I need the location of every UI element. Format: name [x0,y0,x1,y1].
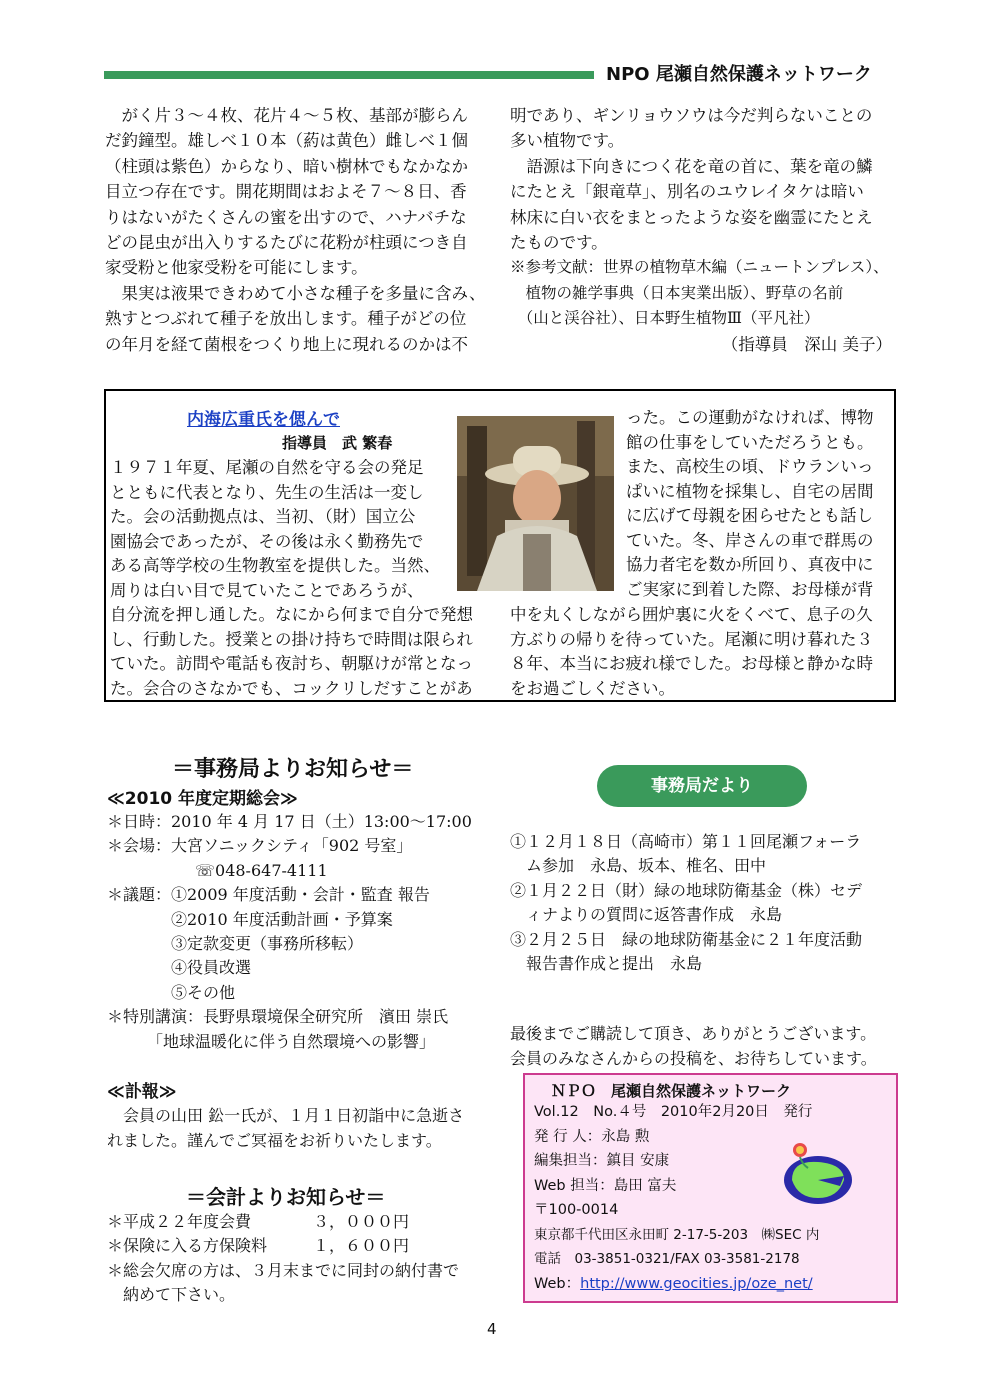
article-line: がく片３～４枚、花片４～５枚、基部が膨らん [105,106,468,125]
office-item: 報告書作成と提出 永島 [510,954,703,974]
agenda-label: ＊議題：①2009 年度活動・会計・監査 報告 [107,885,430,905]
memorial-line: ８年、本当にお疲れ様でした。お母様と静かな時 [510,654,873,673]
memorial-line: ていた。冬、岸さんの車で群馬の [626,530,874,550]
memorial-line: 方ぶりの帰りを待っていた。尾瀬に明け暮れた３ [510,629,873,649]
article-line: （柱頭は紫色）からなり、暗い樹林でもなかなか [105,156,468,176]
colophon-issue: Vol.12 No.４号 2010年2月20日 発行 [534,1104,813,1120]
website-link[interactable]: http://www.geocities.jp/oze_net/ [580,1275,813,1292]
fee-value: ３，０００円 [313,1212,410,1231]
memorial-line: 中を丸くしながら囲炉裏に火をくべて、息子の久 [510,605,873,624]
agenda-item: ⑤その他 [171,982,236,1002]
obituary-line: れました。謹んでご冥福をお祈りいたします。 [107,1131,442,1150]
colophon-editor: 編集担当：鎮目 安康 [534,1153,670,1169]
accounting-heading: ＝会計よりお知らせ＝ [186,1185,386,1209]
article-line: 目立つ存在です。開花期間はおよそ７～８日、香 [105,182,467,202]
memorial-title: 内海広重氏を偲んで [187,410,340,430]
memorial-line: 自分流を押し通した。なにから何まで自分で発想 [110,605,473,624]
page-number: 4 [487,1320,497,1338]
office-item: ム参加 永島、坂本、椎名、田中 [510,856,767,876]
colophon-tel: 電話 03-3851-0321/FAX 03-3581-2178 [534,1251,800,1267]
insurance-label: ＊保険に入る方保険料 [107,1236,268,1256]
agenda-item: ②2010 年度活動計画・予算案 [171,909,393,929]
article-line: 家受粉と他家受粉を可能にします。 [105,258,368,278]
memorial-line: し、行動した。授業との掛け持ちで時間は限られ [110,629,473,649]
memorial-line: 館の仕事をしていただろうとも。 [626,432,874,452]
lily-pad-logo-icon [778,1136,858,1210]
memorial-line: ある高等学校の生物教室を提供した。当然、 [110,556,440,575]
colophon-web-label: Web： [534,1275,581,1292]
article-line: たものです。 [510,233,608,253]
memorial-line: １９７１年夏、尾瀬の自然を守る会の発足 [110,458,424,477]
colophon-web-manager: Web 担当：島田 富夫 [534,1177,677,1194]
references-line: （山と渓谷社）、日本野生植物Ⅲ（平凡社） [510,309,820,328]
memorial-text-right-lower [510,603,898,701]
references-line: ※参考文献：世界の植物草木編（ニュートンプレス）、 [510,258,889,277]
fee-label: ＊平成２２年度会費 [107,1212,252,1231]
thanks-line: 最後までご購読して頂き、ありがとうございます。 [510,1024,877,1043]
memorial-author: 指導員 武 繁春 [282,434,393,452]
article-right-column [510,103,900,357]
memorial-line: とともに代表となり、先生の生活は一変し [110,482,424,502]
office-item: ③２月２５日 緑の地球防衛基金に２１年度活動 [510,929,863,949]
thanks-line: 会員のみなさんからの投稿を、お待ちしています。 [510,1048,877,1068]
absent-note: 納めて下さい。 [107,1285,236,1305]
memorial-line: 園協会であったが、その後は永く勤務先で [110,531,424,551]
article-line: 明であり、ギンリョウソウは今だ判らないことの [510,106,873,125]
lecture-title: 「地球温暖化に伴う自然環境への影響」 [147,1031,436,1051]
memorial-line: 周りは白い目で見ていたことであろうが、 [110,580,424,600]
article-line: 林床に白い衣をまとったような姿を幽霊にたとえ [510,207,873,227]
colophon-publisher: 発 行 人：永島 勲 [534,1128,650,1145]
memorial-line: ぱいに植物を採集し、自宅の居間 [626,481,874,501]
office-item: ィナよりの質問に返答書作成 永島 [510,905,783,925]
colophon-address: 東京都千代田区永田町 2-17-5-203 ㈱SEC 内 [534,1226,820,1243]
colophon-title: ＮＰＯ 尾瀬自然保護ネットワーク [551,1082,792,1100]
office-item: ②１月２２日（財）緑の地球防衛基金（株）セデ [510,880,863,900]
special-lecture: ＊特別講演：長野県環境保全研究所 濱田 崇氏 [107,1007,449,1027]
colophon-web [534,1272,894,1297]
thanks-message [510,1022,900,1071]
header-green-bar [104,71,594,79]
memorial-line: また、高校生の頃、ドウランいっ [626,457,874,476]
meeting-date: ＊日時：2010 年 4 月 17 日（土）13:00～17:00 [107,812,472,831]
office-news-badge: 事務局だより [597,765,807,807]
header-title: NPO 尾瀬自然保護ネットワーク [606,64,872,85]
agenda-item: ③定款変更（事務所移転） [171,934,364,954]
obituary-line: 会員の山田 鈆一氏が、１月１日初詣中に急逝さ [107,1106,465,1125]
colophon-postal: 〒100-0014 [534,1202,619,1218]
office-item: ①１２月１８日（高崎市）第１１回尾瀬フォーラ [510,832,862,851]
portrait-illustration [457,416,614,591]
portrait-photo [457,416,614,591]
agenda-item: ④役員改選 [171,958,252,978]
article-line: の年月を経て菌根をつくり地上に現れるのかは不 [105,334,468,354]
article-line: 熟すとつぶれて種子を放出します。種子がどの位 [105,309,467,329]
article-line: 多い植物です。 [510,131,625,151]
article-left-column [105,103,500,357]
memorial-line: 協力者宅を数か所回り、真夜中に [626,555,874,574]
meeting-heading: ≪2010 年度定期総会≫ [107,789,298,809]
memorial-line: ていた。訪問や電話も夜討ち、朝駆けが常となっ [110,654,473,673]
office-news-list [510,830,900,976]
absent-note: ＊総会欠席の方は、３月末までに同封の納付書で [107,1260,460,1280]
memorial-line: った。この運動がなければ、博物 [626,408,874,427]
memorial-text-left-lower [110,603,502,701]
article-line: 語源は下向きにつく花を竜の首に、葉を竜の鱗 [510,156,873,176]
meeting-venue: ＊会場：大宮ソニックシティ「902 号室」 [107,836,413,856]
article-author: （指導員 深山 美子） [721,334,892,354]
references-line: 植物の雑学事典（日本実業出版）、野草の名前 [510,283,844,302]
meeting-phone: ☏048-647-4111 [195,860,328,880]
insurance-value: １，６００円 [313,1236,410,1256]
memorial-line: をお過ごしください。 [510,678,675,698]
notices-heading: ＝事務局よりお知らせ＝ [172,757,414,782]
obituary-heading: ≪訃報≫ [107,1082,177,1102]
memorial-line: に広げて母親を困らせたとも話し [626,506,874,525]
memorial-line: ご実家に到着した際、お母様が背 [626,579,874,599]
article-line: 果実は液果できわめて小さな種子を多量に含み、 [105,283,486,303]
memorial-text-right [626,406,898,602]
article-line: だ釣鐘型。雄しべ１０本（葯は黄色）雌しべ１個 [105,131,468,151]
meeting-details [107,810,502,1054]
article-line: にたとえ「銀竜草」、別名のユウレイタケは暗い [510,182,864,202]
insurance-row [107,1234,502,1258]
memorial-line: た。会合のさなかでも、コックリしだすことがあ [110,678,473,698]
accounting-details [107,1210,502,1308]
memorial-line: た。会の活動拠点は、当初、（財）国立公 [110,507,416,526]
memorial-text-left [110,456,450,603]
article-line: りはないがたくさんの蜜を出すので、ハナバチな [105,207,467,227]
logo-graphic [778,1136,858,1210]
article-line: どの昆虫が出入りするたびに花粉が柱頭につき自 [105,233,468,253]
fee-row [107,1210,502,1234]
obituary-text [107,1103,502,1153]
